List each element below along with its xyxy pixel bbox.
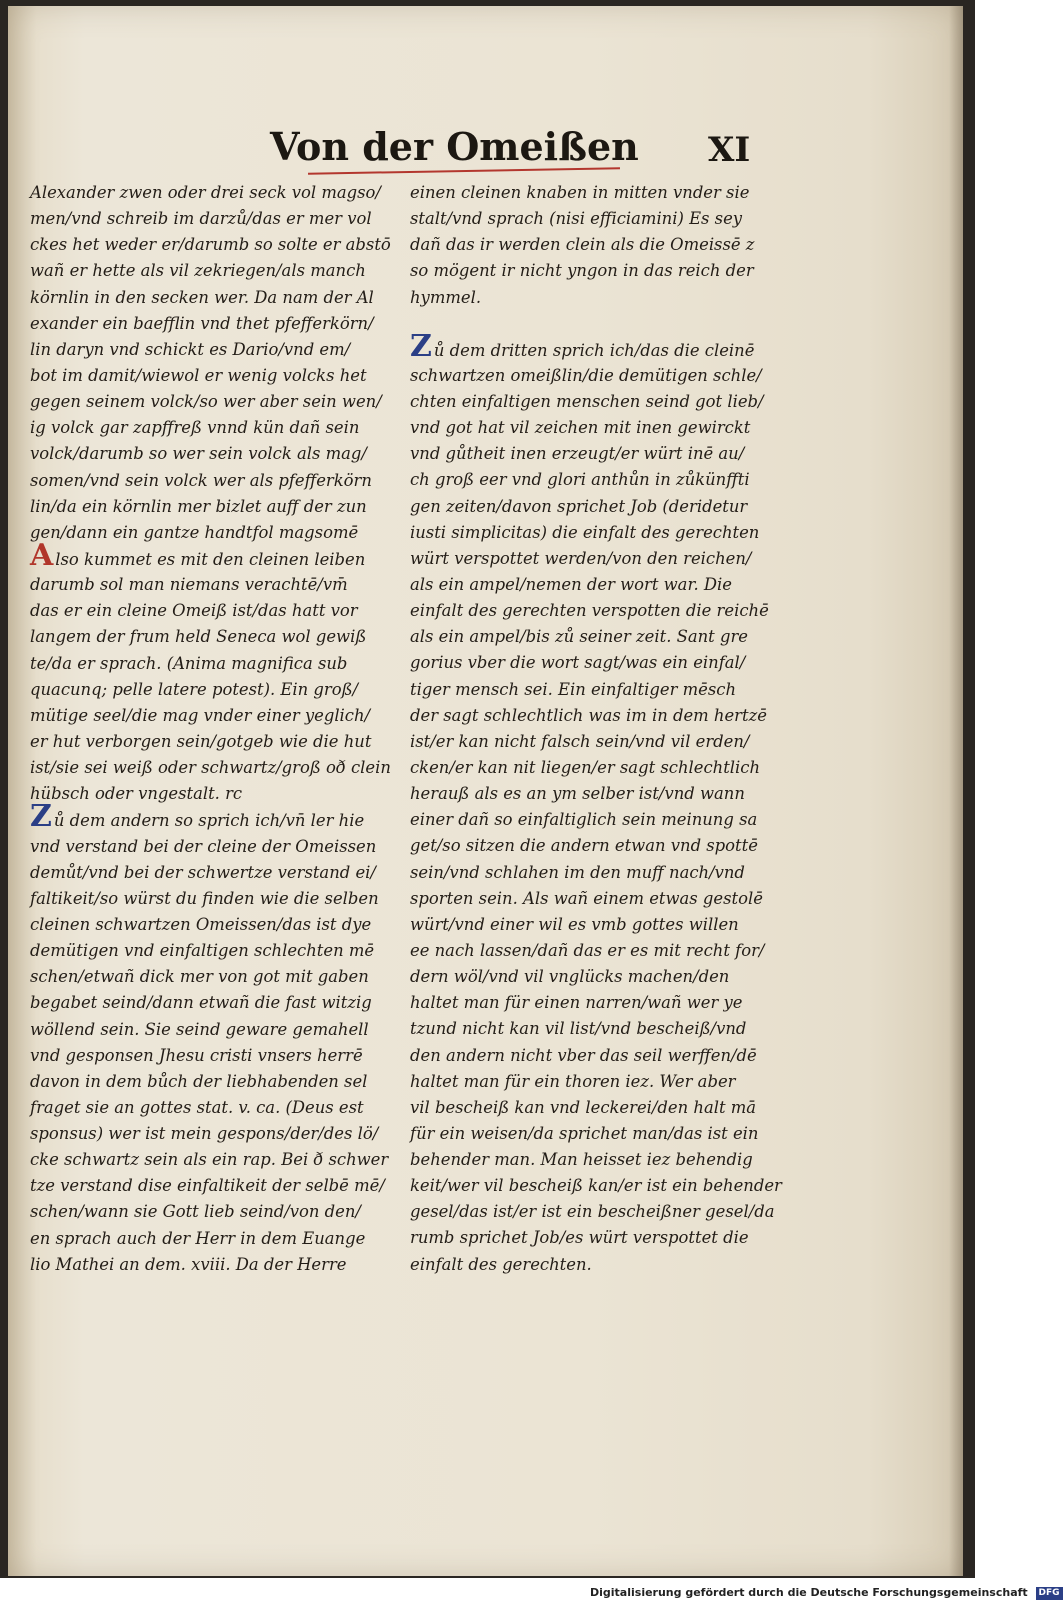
funding-footer	[590, 1586, 1060, 1600]
text-line: quacunq; pelle latere potest). Ein groß/	[30, 679, 359, 699]
text-line: hübsch oder vngestalt. rc	[30, 784, 243, 804]
text-line: körnlin in den secken wer. Da nam der Al	[30, 287, 374, 307]
text-line: einfalt des gerechten.	[410, 1254, 592, 1274]
text-line: cleinen schwartzen Omeissen/das ist dye	[30, 914, 372, 934]
text-line: langem der frum held Seneca wol gewiß	[30, 627, 367, 647]
text-line: schen/etwañ dick mer von got mit gaben	[30, 967, 369, 987]
text-line: würt verspottet werden/von den reichen/	[410, 548, 752, 568]
text-line: keit/wer vil bescheiß kan/er ist ein behender	[410, 1176, 782, 1196]
text-line: cke schwartz sein als ein rap. Bei ð schwer	[30, 1150, 389, 1170]
text-line: mütige seel/die mag vnder einer yeglich/	[30, 705, 371, 725]
page-edge-shadow	[949, 6, 963, 1576]
book-page	[8, 6, 963, 1576]
text-line: en sprach auch der Herr in dem Euange	[30, 1228, 366, 1248]
line-rest: ů dem andern so sprich ich/vn̄ ler hie	[53, 811, 365, 831]
text-line: tiger mensch sei. Ein einfaltiger mēsch	[410, 679, 737, 699]
text-line: exander ein baefflin vnd thet pfefferkörn/	[30, 313, 374, 333]
text-line: gesel/das ist/er ist ein bescheißner gesel/da	[410, 1202, 775, 1222]
text-line: für ein weisen/da sprichet man/das ist ein	[410, 1123, 759, 1143]
text-line: einfalt des gerechten verspotten die reichē	[410, 601, 769, 621]
text-line: vil bescheiß kan vnd leckerei/den halt mā	[410, 1097, 757, 1117]
text-line: vnd got hat vil zeichen mit inen gewirckt	[410, 418, 751, 438]
text-line: fraget sie an gottes stat. v. ca. (Deus est	[30, 1097, 364, 1117]
text-line: den andern nicht vber das seil werffen/dē	[410, 1045, 757, 1065]
text-line: faltikeit/so würst du finden wie die selben	[30, 888, 379, 908]
text-line: ig volck gar zapffreß vnnd kün dañ sein	[30, 418, 360, 438]
dfg-logo: DFG	[1036, 1587, 1063, 1600]
text-line: wöllend sein. Sie seind geware gemahell	[30, 1019, 369, 1039]
text-line: sponsus) wer ist mein gespons/der/des lö/	[30, 1124, 379, 1144]
text-line: einer dañ so einfaltiglich sein meinung sa	[410, 810, 758, 830]
text-line: gorius vber die wort sagt/was ein einfal/	[410, 653, 746, 673]
text-line: sporten sein. Als wañ einem etwas gestolē	[410, 888, 763, 908]
text-line: somen/vnd sein volck wer als pfefferkörn	[30, 470, 372, 490]
text-line: men/vnd schreib im darzů/das er mer vol	[30, 209, 372, 229]
text-line: er hut verborgen sein/gotgeb wie die hut	[30, 731, 372, 751]
text-line: vnd verstand bei der cleine der Omeissen	[30, 836, 377, 856]
right-column	[410, 180, 782, 1278]
text-line: behender man. Man heisset iez behendig	[410, 1150, 753, 1170]
text-line: haltet man für ein thoren iez. Wer aber	[410, 1071, 736, 1091]
text-line: tzund nicht kan vil list/vnd bescheiß/vnd	[410, 1019, 747, 1039]
text-line: dern wöl/vnd vil vnglücks machen/den	[410, 967, 730, 987]
text-line: davon in dem bůch der liebhabenden sel	[30, 1071, 368, 1091]
text-line: vnd gůtheit inen erzeugt/er würt inē au/	[410, 444, 745, 464]
text-line: stalt/vnd sprach (nisi efficiamini) Es sey	[410, 209, 743, 229]
line-rest: ů dem dritten sprich ich/das die cleinē	[433, 340, 755, 360]
rubricated-initial: A	[30, 537, 54, 573]
paragraph-gap	[410, 311, 770, 337]
text-line: als ein ampel/nemen der wort war. Die	[410, 574, 732, 594]
text-line: ee nach lassen/dañ das er es mit recht for/	[410, 940, 765, 960]
text-line: volck/darumb so wer sein volck als mag/	[30, 444, 367, 464]
text-line	[30, 799, 385, 835]
running-head: Von der Omeißen	[270, 124, 639, 169]
text-line: cken/er kan nit liegen/er sagt schlechtlich	[410, 757, 761, 777]
text-line: darumb sol man niemans verachtē/vm̄	[30, 575, 348, 595]
text-line	[410, 328, 770, 364]
text-line: gen/dann ein gantze handtfol magsomē	[30, 522, 359, 542]
folio-number: XI	[708, 130, 751, 170]
text-line: begabet seind/dann etwañ die fast witzig	[30, 993, 372, 1013]
left-column	[30, 180, 391, 1278]
text-line: vnd gesponsen Jhesu cristi vnsers herrē	[30, 1045, 363, 1065]
text-line: ch groß eer vnd glori anthůn in zůkünffti	[410, 470, 750, 490]
text-line: ckes het weder er/darumb so solte er abstō	[30, 235, 391, 255]
text-line: schen/wann sie Gott lieb seind/von den/	[30, 1202, 361, 1222]
text-line: schwartzen omeißlin/die demütigen schle/	[410, 365, 762, 385]
text-line: sein/vnd schlahen im den muff nach/vnd	[410, 862, 745, 882]
text-line: wañ er hette als vil zekriegen/als manch	[30, 261, 366, 281]
text-line: so mögent ir nicht yngon in das reich der	[410, 261, 754, 281]
text-line: te/da er sprach. (Anima magnifica sub	[30, 653, 348, 673]
text-line: würt/vnd einer wil es vmb gottes willen	[410, 914, 739, 934]
text-line: lin daryn vnd schickt es Dario/vnd em/	[30, 339, 351, 359]
text-line: gen zeiten/davon sprichet Job (deridetur	[410, 496, 748, 516]
text-line: demütigen vnd einfaltigen schlechten mē	[30, 941, 375, 961]
line-rest: lso kummet es mit den cleinen leiben	[55, 549, 366, 569]
text-line: tze verstand dise einfaltikeit der selbē mē/	[30, 1176, 385, 1196]
text-line: herauß als es an ym selber ist/vnd wann	[410, 784, 745, 804]
text-line: ist/sie sei weiß oder schwartz/groß oð clein	[30, 758, 391, 778]
text-line	[30, 537, 385, 573]
text-line: ist/er kan nicht falsch sein/vnd vil erden/	[410, 731, 750, 751]
text-line: dañ das ir werden clein als die Omeissē z	[410, 235, 755, 255]
text-line: einen cleinen knaben in mitten vnder sie	[410, 183, 750, 202]
text-line: als ein ampel/bis zů seiner zeit. Sant gre	[410, 627, 748, 647]
text-line: haltet man für einen narren/wañ wer ye	[410, 993, 743, 1013]
text-line: das er ein cleine Omeiß ist/das hatt vor	[30, 601, 358, 621]
rubricated-initial: Z	[30, 799, 52, 835]
text-line: get/so sitzen die andern etwan vnd spottē	[410, 836, 758, 856]
text-line: hymmel.	[410, 287, 482, 307]
text-line: Alexander zwen oder drei seck vol magso/	[30, 183, 381, 202]
text-line: lio Mathei an dem. xviii. Da der Herre	[30, 1254, 347, 1274]
text-line: demůt/vnd bei der schwertze verstand ei/	[30, 862, 376, 882]
text-line: lin/da ein körnlin mer bizlet auff der zun	[30, 496, 367, 516]
text-line: gegen seinem volck/so wer aber sein wen/	[30, 392, 382, 412]
text-line: chten einfaltigen menschen seind got lieb/	[410, 391, 764, 411]
text-line: der sagt schlechtlich was im in dem hertzē	[410, 705, 767, 725]
text-line: rumb sprichet Job/es würt verspottet die	[410, 1228, 749, 1248]
text-line: bot im damit/wiewol er wenig volcks het	[30, 365, 367, 385]
text-line: iusti simplicitas) die einfalt des gerechten	[410, 522, 760, 542]
rubricated-initial: Z	[410, 328, 432, 364]
footer-text: Digitalisierung gefördert durch die Deutsche Forschungsgemeinschaft	[590, 1586, 1028, 1599]
